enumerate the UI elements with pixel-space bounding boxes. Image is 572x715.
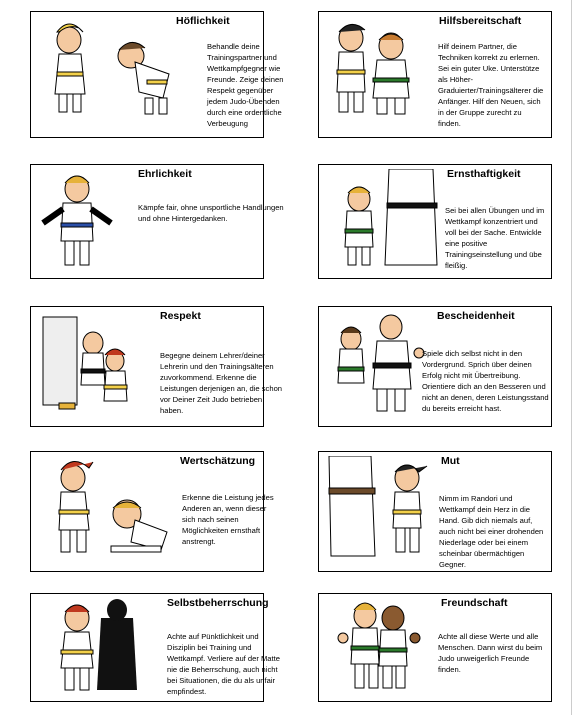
card-wertschaetzung — [30, 451, 274, 572]
card-title: Wertschätzung — [180, 455, 256, 467]
self-control-judoka-illustration — [37, 598, 157, 698]
card-title: Höflichkeit — [176, 15, 230, 27]
card-title: Mut — [441, 455, 460, 467]
courage-judoka-illustration — [327, 456, 439, 566]
card-ernsthaftigkeit — [318, 164, 552, 279]
card-hilfsbereitschaft — [318, 11, 552, 138]
friendship-judoka-illustration — [329, 598, 429, 698]
card-ehrlichkeit — [30, 164, 284, 279]
card-respekt — [30, 306, 283, 427]
modest-judoka-illustration — [327, 313, 427, 417]
card-hoeflichkeit — [30, 11, 284, 138]
card-selbstbeherrschung — [30, 593, 280, 702]
card-title: Bescheidenheit — [437, 310, 515, 322]
helping-judoka-illustration — [325, 18, 425, 120]
card-title: Hilfsbereitschaft — [439, 15, 522, 27]
serious-judoka-illustration — [333, 169, 443, 273]
card-text: Sei bei allen Übungen und im Wettkampf konzentriert und voll bei der Sache. Entwickle eine positive Trainingseinstellung und übe fleißig. — [445, 206, 545, 270]
card-freundschaft — [318, 593, 552, 702]
card-text: Behandle deine Trainingspartner und Wettkampfgegner wie Freunde. Zeige deinen Respekt gegenüber jedem Judo-Übenden durch eine ordentliche Verbeugung — [207, 42, 284, 128]
appreciation-judoka-illustration — [35, 458, 175, 564]
card-text: Erkenne die Leistung jedes Anderen an, wenn dieser sich nach seinen Möglichkeiten ernsthaft anstrengt. — [182, 493, 274, 546]
card-title: Respekt — [160, 310, 201, 322]
bowing-judoka-illustration — [39, 18, 189, 118]
card-text: Begegne deinem Lehrer/deiner Lehrerin und den Trainingsälteren zuvorkommend. Erkenne die Leistungen derjenigen an, die schon vor Deiner Zeit Judo betrieben haben. — [160, 351, 283, 415]
card-bescheidenheit — [318, 306, 552, 427]
respect-judoka-illustration — [39, 313, 135, 419]
card-text: Kämpfe fair, ohne unsportliche Handlungen und ohne Hintergedanken. — [138, 203, 284, 223]
card-text: Achte auf Pünktlichkeit und Disziplin bei Training und Wettkampf. Verliere auf der Matte nie die Beherrschung, auch nicht bei Situationen, die du als unfair empfindest. — [167, 632, 280, 696]
card-title: Selbstbeherrschung — [167, 597, 269, 609]
card-text: Spiele dich selbst nicht in den Vordergrund. Sprich über deinen Erfolg nicht mit Übertreibung. Orientiere dich an den Besseren und nicht an denen, deren Leistungsstand du bereits erreicht hast. — [422, 349, 549, 413]
honest-judoka-illustration — [37, 171, 117, 273]
card-mut — [318, 451, 552, 572]
card-title: Freundschaft — [441, 597, 508, 609]
card-text: Achte all diese Werte und alle Menschen. Dann wirst du beim Judo unweigerlich Freunde finden. — [438, 632, 543, 674]
card-title: Ernsthaftigkeit — [447, 168, 521, 180]
card-text: Nimm im Randori und Wettkampf dein Herz in die Hand. Gib dich niemals auf, auch nicht bei einer drohenden Niederlage oder bei einem scheinbar übermächtigen Gegner. — [439, 494, 544, 569]
card-text: Hilf deinem Partner, die Techniken korrekt zu erlernen. Sei ein guter Uke. Unterstütze als Höher-Graduierter/Trainingsälterer die Anfänger. Hilf den Neuen, sich in der Gruppe zurecht zu finden. — [438, 42, 544, 128]
card-title: Ehrlichkeit — [138, 168, 192, 180]
